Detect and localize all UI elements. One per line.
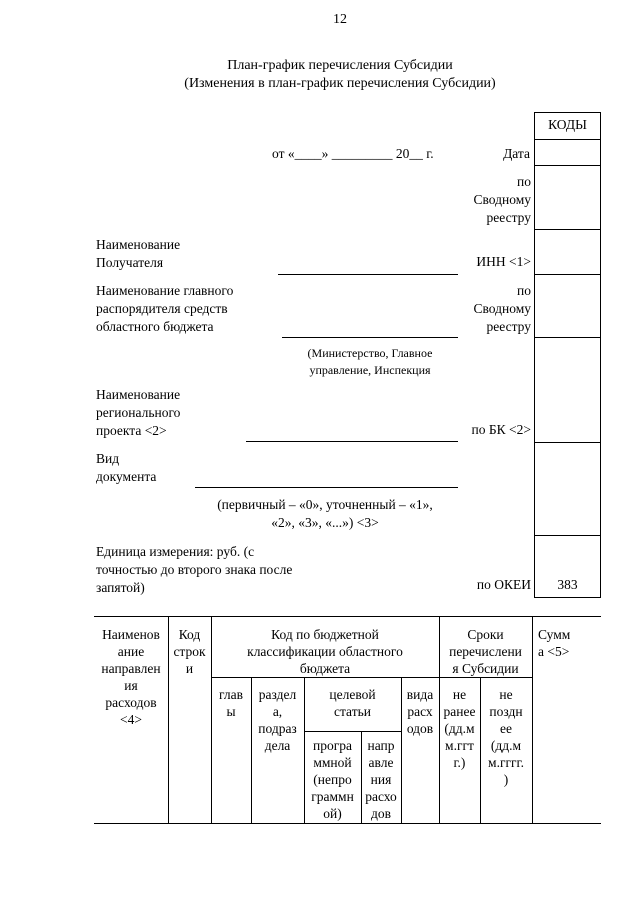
subheader-not-earlier: не ранее (дд.м м.ггт г.): [443, 687, 476, 770]
date-line: от «____» _________ 20__ г.: [272, 146, 434, 161]
codes-box-bottom-border: [534, 597, 601, 598]
codes-divider: [534, 535, 601, 536]
subheader-program: програ ммной (непро граммн ой): [311, 738, 354, 821]
main-manager-hint: (Министерство, Главное управление, Инспекция: [307, 346, 433, 377]
codes-divider: [534, 165, 601, 166]
col-header-terms: Сроки перечислени я Субсидии: [449, 627, 522, 676]
col-header-bk: Код по бюджетной классификации областного бюджета: [247, 627, 403, 676]
codes-box-left-border: [534, 112, 535, 597]
codes-divider: [534, 139, 601, 140]
codes-box-top-border: [534, 112, 601, 113]
subheader-glava: глав ы: [219, 687, 243, 719]
date-label: Дата: [503, 146, 530, 161]
recipient-label: Наименование Получателя: [96, 237, 181, 270]
svod-reestr-label: по Сводному реестру: [473, 174, 531, 225]
svod-reestr-label: по Сводному реестру: [473, 283, 531, 334]
codes-box-right-border: [600, 112, 601, 597]
title-line2: (Изменения в план-график перечисления Субсидии): [184, 76, 496, 91]
title-line1: План-график перечисления Субсидии: [227, 58, 453, 73]
table-top-border: [94, 616, 601, 617]
recipient-underline: [278, 274, 458, 275]
bk-label: по БК <2>: [471, 422, 531, 437]
unit-label: Единица измерения: руб. (с точностью до второго знака после запятой): [96, 544, 293, 595]
okei-label: по ОКЕИ: [476, 577, 531, 592]
col-header-sum: Сумм а <5>: [538, 627, 571, 659]
okei-code-value: 383: [557, 577, 578, 592]
inn-label: ИНН <1>: [476, 254, 531, 269]
codes-divider: [534, 229, 601, 230]
subheader-razdel: раздел а, подраз дела: [258, 687, 297, 753]
table-col-divider: [532, 616, 533, 824]
codes-divider: [534, 337, 601, 338]
codes-divider: [534, 274, 601, 275]
page-number: 12: [333, 12, 347, 27]
main-manager-label: Наименование главного распорядителя средств областного бюджета: [96, 283, 234, 334]
subheader-direction: напр авле ния расхо дов: [365, 738, 397, 821]
doc-type-underline: [195, 487, 458, 488]
table-bottom-border: [94, 823, 601, 824]
main-manager-underline: [282, 337, 458, 338]
regional-project-label: Наименование регионального проекта <2>: [96, 387, 181, 438]
codes-header: КОДЫ: [548, 117, 587, 132]
codes-divider: [534, 442, 601, 443]
subheader-not-later: не поздн ее (дд.м м.гггг. ): [488, 687, 524, 787]
subheader-target: целевой статьи: [329, 687, 376, 719]
doc-type-hint: (первичный – «0», уточненный – «1», «2», «3», «...») <3>: [217, 497, 433, 530]
table-header-divider: [304, 731, 401, 732]
table-header-divider: [211, 677, 532, 678]
regional-project-underline: [246, 441, 458, 442]
col-header-name: Наименов ание направлен ия расходов <4>: [101, 627, 161, 727]
col-header-code: Код строк и: [173, 627, 206, 676]
subheader-vida: вида расх одов: [406, 687, 434, 736]
doc-type-label: Вид документа: [96, 451, 157, 484]
